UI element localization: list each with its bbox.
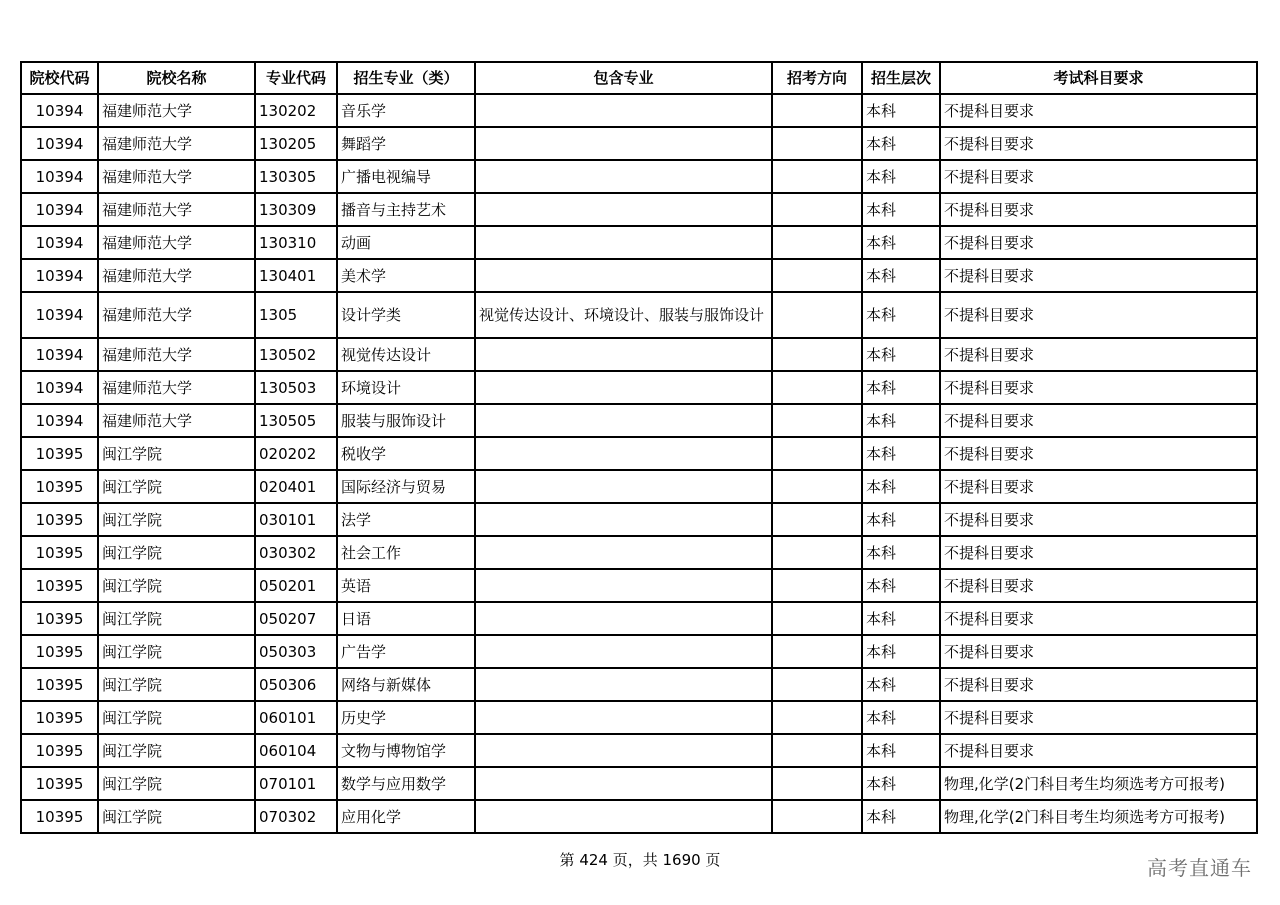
cell-included-majors: [475, 338, 772, 371]
cell-exam-direction: [772, 800, 862, 833]
cell-included-majors: [475, 371, 772, 404]
cell-subject-requirement: 不提科目要求: [940, 536, 1257, 569]
cell-exam-direction: [772, 226, 862, 259]
cell-school-name: 闽江学院: [98, 437, 255, 470]
cell-included-majors: [475, 767, 772, 800]
cell-included-majors: [475, 701, 772, 734]
cell-level: 本科: [862, 800, 940, 833]
cell-exam-direction: [772, 536, 862, 569]
cell-exam-direction: [772, 338, 862, 371]
cell-school-code: 10394: [21, 259, 98, 292]
cell-exam-direction: [772, 371, 862, 404]
cell-school-name: 闽江学院: [98, 470, 255, 503]
table-row: [21, 536, 1257, 569]
table-row: [21, 635, 1257, 668]
table-row: [21, 470, 1257, 503]
cell-subject-requirement: 不提科目要求: [940, 371, 1257, 404]
cell-subject-requirement: 不提科目要求: [940, 734, 1257, 767]
cell-school-name: 闽江学院: [98, 767, 255, 800]
cell-school-code: 10394: [21, 292, 98, 338]
cell-level: 本科: [862, 338, 940, 371]
table-row: [21, 767, 1257, 800]
cell-included-majors: [475, 734, 772, 767]
table-row: [21, 734, 1257, 767]
cell-school-code: 10395: [21, 668, 98, 701]
cell-school-code: 10395: [21, 701, 98, 734]
cell-major-category: 历史学: [337, 701, 475, 734]
cell-major-category: 舞蹈学: [337, 127, 475, 160]
cell-exam-direction: [772, 193, 862, 226]
cell-exam-direction: [772, 437, 862, 470]
cell-level: 本科: [862, 635, 940, 668]
cell-level: 本科: [862, 259, 940, 292]
cell-level: 本科: [862, 470, 940, 503]
cell-school-name: 福建师范大学: [98, 338, 255, 371]
cell-major-code: 130202: [255, 94, 337, 127]
cell-included-majors: [475, 800, 772, 833]
cell-level: 本科: [862, 292, 940, 338]
cell-level: 本科: [862, 226, 940, 259]
cell-school-name: 闽江学院: [98, 536, 255, 569]
table-row: [21, 371, 1257, 404]
cell-major-category: 英语: [337, 569, 475, 602]
cell-school-code: 10395: [21, 734, 98, 767]
cell-subject-requirement: 不提科目要求: [940, 668, 1257, 701]
cell-level: 本科: [862, 701, 940, 734]
header-school-name: 院校名称: [98, 62, 255, 94]
cell-major-code: 030101: [255, 503, 337, 536]
cell-included-majors: [475, 193, 772, 226]
cell-subject-requirement: 不提科目要求: [940, 701, 1257, 734]
cell-major-code: 130305: [255, 160, 337, 193]
cell-major-code: 050201: [255, 569, 337, 602]
cell-included-majors: [475, 602, 772, 635]
cell-major-code: 050207: [255, 602, 337, 635]
table-row: [21, 602, 1257, 635]
cell-major-category: 动画: [337, 226, 475, 259]
cell-school-name: 闽江学院: [98, 602, 255, 635]
cell-level: 本科: [862, 767, 940, 800]
header-exam-direction: 招考方向: [772, 62, 862, 94]
cell-school-name: 闽江学院: [98, 503, 255, 536]
cell-level: 本科: [862, 437, 940, 470]
cell-exam-direction: [772, 259, 862, 292]
cell-subject-requirement: 不提科目要求: [940, 127, 1257, 160]
cell-level: 本科: [862, 94, 940, 127]
cell-major-code: 060101: [255, 701, 337, 734]
cell-school-code: 10395: [21, 503, 98, 536]
cell-school-name: 福建师范大学: [98, 160, 255, 193]
cell-school-code: 10395: [21, 470, 98, 503]
table-row: [21, 226, 1257, 259]
cell-school-name: 福建师范大学: [98, 259, 255, 292]
watermark-logo: 高考直通车: [1147, 856, 1252, 880]
cell-major-code: 020401: [255, 470, 337, 503]
cell-major-code: 060104: [255, 734, 337, 767]
cell-school-name: 福建师范大学: [98, 94, 255, 127]
cell-exam-direction: [772, 668, 862, 701]
cell-major-category: 网络与新媒体: [337, 668, 475, 701]
cell-level: 本科: [862, 404, 940, 437]
table-row: [21, 404, 1257, 437]
cell-school-code: 10394: [21, 338, 98, 371]
cell-level: 本科: [862, 371, 940, 404]
cell-subject-requirement: 不提科目要求: [940, 338, 1257, 371]
table-row: [21, 193, 1257, 226]
header-major-code: 专业代码: [255, 62, 337, 94]
cell-subject-requirement: 不提科目要求: [940, 193, 1257, 226]
cell-school-code: 10394: [21, 226, 98, 259]
page-number: 第 424 页，共 1690 页: [559, 851, 721, 869]
cell-level: 本科: [862, 569, 940, 602]
header-major-category: 招生专业（类）: [337, 62, 475, 94]
cell-major-code: 030302: [255, 536, 337, 569]
cell-school-name: 福建师范大学: [98, 292, 255, 338]
cell-school-name: 福建师范大学: [98, 371, 255, 404]
cell-included-majors: [475, 503, 772, 536]
cell-school-code: 10394: [21, 193, 98, 226]
cell-included-majors: [475, 668, 772, 701]
cell-subject-requirement: 不提科目要求: [940, 160, 1257, 193]
cell-major-code: 1305: [255, 292, 337, 338]
cell-major-code: 050306: [255, 668, 337, 701]
cell-major-category: 应用化学: [337, 800, 475, 833]
cell-exam-direction: [772, 160, 862, 193]
cell-level: 本科: [862, 160, 940, 193]
table-row: [21, 800, 1257, 833]
cell-level: 本科: [862, 127, 940, 160]
cell-subject-requirement: 不提科目要求: [940, 259, 1257, 292]
cell-major-category: 法学: [337, 503, 475, 536]
cell-major-category: 环境设计: [337, 371, 475, 404]
cell-included-majors: 视觉传达设计、环境设计、服装与服饰设计: [475, 292, 772, 338]
cell-included-majors: [475, 127, 772, 160]
cell-included-majors: [475, 437, 772, 470]
cell-school-name: 福建师范大学: [98, 404, 255, 437]
cell-school-name: 福建师范大学: [98, 226, 255, 259]
cell-major-category: 设计学类: [337, 292, 475, 338]
cell-subject-requirement: 不提科目要求: [940, 404, 1257, 437]
cell-major-code: 050303: [255, 635, 337, 668]
cell-level: 本科: [862, 503, 940, 536]
cell-major-category: 播音与主持艺术: [337, 193, 475, 226]
cell-major-category: 广告学: [337, 635, 475, 668]
cell-subject-requirement: 不提科目要求: [940, 292, 1257, 338]
cell-level: 本科: [862, 536, 940, 569]
cell-school-code: 10394: [21, 371, 98, 404]
cell-major-category: 广播电视编导: [337, 160, 475, 193]
cell-major-code: 130505: [255, 404, 337, 437]
cell-major-code: 070101: [255, 767, 337, 800]
cell-included-majors: [475, 635, 772, 668]
cell-subject-requirement: 不提科目要求: [940, 226, 1257, 259]
cell-level: 本科: [862, 602, 940, 635]
cell-school-code: 10395: [21, 602, 98, 635]
cell-major-code: 130205: [255, 127, 337, 160]
table-row: [21, 701, 1257, 734]
cell-exam-direction: [772, 470, 862, 503]
cell-subject-requirement: 不提科目要求: [940, 635, 1257, 668]
table-row: [21, 338, 1257, 371]
cell-subject-requirement: 物理,化学(2门科目考生均须选考方可报考): [940, 767, 1257, 800]
cell-major-category: 税收学: [337, 437, 475, 470]
cell-subject-requirement: 不提科目要求: [940, 437, 1257, 470]
cell-school-name: 闽江学院: [98, 800, 255, 833]
cell-subject-requirement: 不提科目要求: [940, 569, 1257, 602]
cell-school-code: 10394: [21, 94, 98, 127]
cell-subject-requirement: 不提科目要求: [940, 503, 1257, 536]
cell-school-code: 10395: [21, 767, 98, 800]
header-school-code: 院校代码: [21, 62, 98, 94]
cell-subject-requirement: 不提科目要求: [940, 602, 1257, 635]
cell-major-category: 日语: [337, 602, 475, 635]
table-row: [21, 503, 1257, 536]
cell-major-category: 文物与博物馆学: [337, 734, 475, 767]
cell-major-category: 美术学: [337, 259, 475, 292]
cell-exam-direction: [772, 569, 862, 602]
cell-school-name: 闽江学院: [98, 668, 255, 701]
cell-major-category: 数学与应用数学: [337, 767, 475, 800]
cell-subject-requirement: 物理,化学(2门科目考生均须选考方可报考): [940, 800, 1257, 833]
cell-major-code: 020202: [255, 437, 337, 470]
cell-school-code: 10394: [21, 160, 98, 193]
cell-included-majors: [475, 404, 772, 437]
cell-included-majors: [475, 160, 772, 193]
cell-school-name: 福建师范大学: [98, 127, 255, 160]
cell-exam-direction: [772, 602, 862, 635]
table-body: [21, 94, 1257, 833]
cell-school-name: 闽江学院: [98, 701, 255, 734]
cell-school-name: 闽江学院: [98, 635, 255, 668]
table-row: [21, 569, 1257, 602]
cell-exam-direction: [772, 701, 862, 734]
cell-school-code: 10395: [21, 437, 98, 470]
cell-level: 本科: [862, 193, 940, 226]
cell-level: 本科: [862, 668, 940, 701]
cell-school-code: 10395: [21, 635, 98, 668]
table-row: [21, 160, 1257, 193]
cell-major-category: 视觉传达设计: [337, 338, 475, 371]
cell-school-name: 闽江学院: [98, 734, 255, 767]
cell-exam-direction: [772, 503, 862, 536]
admission-majors-table: [20, 61, 1258, 834]
cell-exam-direction: [772, 292, 862, 338]
cell-included-majors: [475, 536, 772, 569]
cell-exam-direction: [772, 404, 862, 437]
cell-school-code: 10394: [21, 404, 98, 437]
table-row: [21, 127, 1257, 160]
cell-included-majors: [475, 470, 772, 503]
cell-school-code: 10395: [21, 569, 98, 602]
table-row: [21, 437, 1257, 470]
header-level: 招生层次: [862, 62, 940, 94]
cell-major-code: 070302: [255, 800, 337, 833]
cell-exam-direction: [772, 635, 862, 668]
table-header-row: [21, 62, 1257, 94]
cell-subject-requirement: 不提科目要求: [940, 470, 1257, 503]
cell-major-code: 130309: [255, 193, 337, 226]
cell-school-name: 福建师范大学: [98, 193, 255, 226]
cell-included-majors: [475, 94, 772, 127]
cell-major-code: 130502: [255, 338, 337, 371]
table-row: [21, 94, 1257, 127]
cell-major-category: 服装与服饰设计: [337, 404, 475, 437]
table-row: [21, 668, 1257, 701]
cell-subject-requirement: 不提科目要求: [940, 94, 1257, 127]
header-included-majors: 包含专业: [475, 62, 772, 94]
cell-level: 本科: [862, 734, 940, 767]
cell-school-code: 10395: [21, 536, 98, 569]
table-row: [21, 292, 1257, 338]
table-row: [21, 259, 1257, 292]
cell-included-majors: [475, 226, 772, 259]
cell-school-code: 10395: [21, 800, 98, 833]
cell-major-category: 国际经济与贸易: [337, 470, 475, 503]
cell-exam-direction: [772, 94, 862, 127]
header-subject-requirement: 考试科目要求: [940, 62, 1257, 94]
cell-exam-direction: [772, 127, 862, 160]
cell-school-code: 10394: [21, 127, 98, 160]
cell-included-majors: [475, 259, 772, 292]
cell-included-majors: [475, 569, 772, 602]
cell-major-code: 130503: [255, 371, 337, 404]
cell-exam-direction: [772, 734, 862, 767]
cell-major-code: 130310: [255, 226, 337, 259]
cell-major-code: 130401: [255, 259, 337, 292]
cell-school-name: 闽江学院: [98, 569, 255, 602]
cell-major-category: 音乐学: [337, 94, 475, 127]
cell-exam-direction: [772, 767, 862, 800]
cell-major-category: 社会工作: [337, 536, 475, 569]
